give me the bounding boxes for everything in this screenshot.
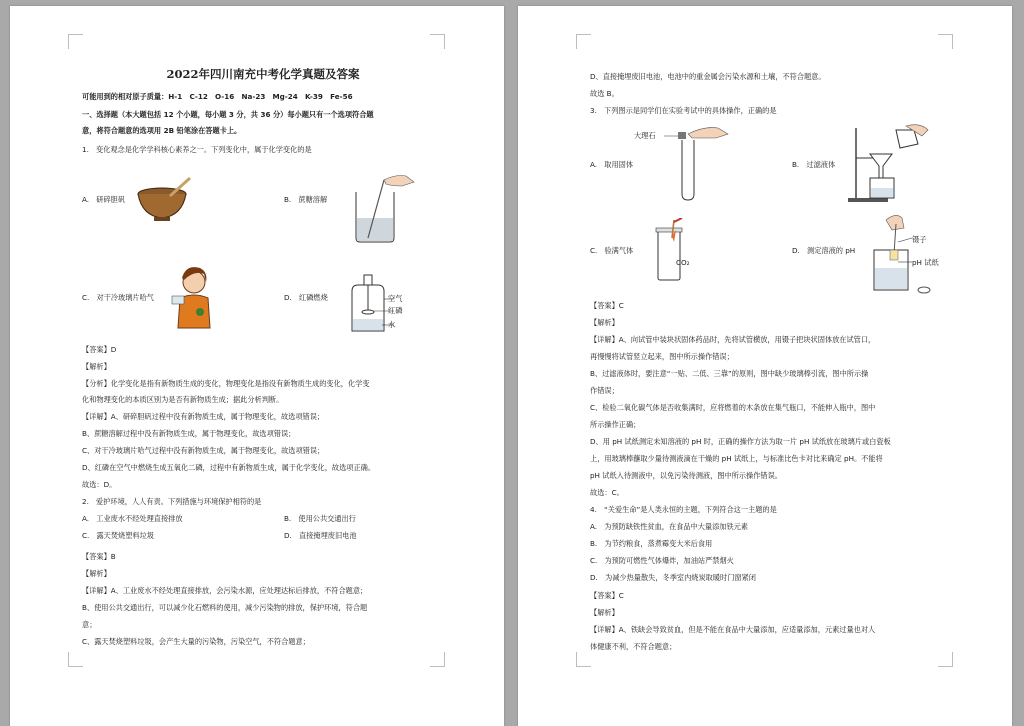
option-c: C. 为预防可燃性气体爆炸，加油站严禁烟火 bbox=[590, 556, 734, 565]
label-tweezers: 镊子 bbox=[912, 235, 927, 244]
girl-breathing-figure bbox=[170, 262, 216, 332]
label-co2: CO₂ bbox=[676, 258, 690, 267]
analysis-text: 【详解】A、向试管中装块状固体药品时，先将试管横放，用镊子把块状固体放在试管口， bbox=[590, 335, 876, 344]
analysis-text: 【分析】化学变化是指有新物质生成的变化，物理变化是指没有新物质生成的变化，化学变 bbox=[82, 379, 370, 388]
analysis-text: 故选：D。 bbox=[82, 480, 117, 489]
crop-mark bbox=[68, 34, 83, 49]
atomic-mass-note: 可能用到的相对原子质量：H-1 C-12 O-16 Na-23 Mg-24 K-39 Fe-56 bbox=[82, 92, 353, 101]
analysis-text: 上，用玻璃棒蘸取少量待测液滴在干燥的 pH 试纸上，与标准比色卡对比来确定 pH。不能将 bbox=[590, 454, 883, 463]
option-a: A. 为预防缺铁性贫血，在食品中大量添加铁元素 bbox=[590, 522, 749, 531]
crop-mark bbox=[430, 34, 445, 49]
analysis-text: D、用 pH 试纸测定未知溶液的 pH 时，正确的操作方法为取一片 pH 试纸放在玻璃片或白瓷板 bbox=[590, 437, 891, 446]
answer-label: 【答案】C bbox=[590, 301, 624, 310]
analysis-label: 【解析】 bbox=[82, 569, 111, 578]
option-c: C. 验满气体 bbox=[590, 246, 634, 255]
crop-mark bbox=[938, 34, 953, 49]
test-tube-solid-figure bbox=[664, 122, 734, 202]
analysis-text: 故选 B。 bbox=[590, 89, 619, 98]
option-c: C. 对干冷玻璃片哈气 bbox=[82, 293, 154, 302]
option-a: A. 研碎胆矾 bbox=[82, 195, 126, 204]
option-b: B. 为节约粮食，蒸煮霉变大米后食用 bbox=[590, 539, 713, 548]
analysis-text: 意； bbox=[82, 620, 97, 629]
filtration-figure bbox=[848, 122, 930, 204]
analysis-text: D、红磷在空气中燃烧生成五氧化二磷，过程中有新物质生成，属于化学变化，故选项正确。 bbox=[82, 463, 376, 472]
analysis-text: 所示操作正确； bbox=[590, 420, 641, 429]
mortar-pestle-figure bbox=[134, 174, 194, 224]
question-stem: 4. “关爱生命”是人类永恒的主题，下列符合这一主题的是 bbox=[590, 505, 777, 514]
answer-label: 【答案】D bbox=[82, 345, 117, 354]
analysis-text: 【详解】A、铁缺会导致贫血，但是不能在食品中大量添加，应适量添加，元素过量也对人 bbox=[590, 625, 876, 634]
option-b: B. 过滤液体 bbox=[792, 160, 836, 169]
red-phosphorus-bottle-figure bbox=[344, 271, 424, 337]
crop-mark bbox=[430, 652, 445, 667]
crop-mark bbox=[938, 652, 953, 667]
label-red-phosphorus: 红磷 bbox=[388, 306, 403, 315]
question-stem: 1. 变化观念是化学学科核心素养之一。下列变化中，属于化学变化的是 bbox=[82, 145, 312, 154]
analysis-label: 【解析】 bbox=[82, 362, 111, 371]
analysis-text: B、过滤液体时，要注意“一贴、二低、三靠”的原则，图中缺少玻璃棒引流，图中所示操 bbox=[590, 369, 869, 378]
document-title: 2022年四川南充中考化学真题及答案 bbox=[166, 67, 360, 81]
section-heading: 一、选择题（本大题包括 12 个小题，每小题 3 分，共 36 分）每小题只有一个选项符合题 bbox=[82, 110, 374, 119]
label-marble: 大理石 bbox=[634, 131, 656, 140]
label-ph-paper: pH 试纸 bbox=[912, 258, 939, 267]
beaker-stirring-figure bbox=[344, 166, 418, 246]
analysis-text: 化和物理变化的本质区别为是否有新物质生成；据此分析判断。 bbox=[82, 395, 284, 404]
gas-jar-test-figure bbox=[652, 218, 708, 284]
analysis-text: 【详解】A、工业废水不经处理直接排放，会污染水源，应处理达标后排放，不符合题意； bbox=[82, 586, 368, 595]
analysis-text: C、露天焚烧塑料垃圾，会产生大量的污染物，污染空气，不符合题意； bbox=[82, 637, 310, 646]
analysis-label: 【解析】 bbox=[590, 318, 619, 327]
question-stem: 3. 下列图示是同学们在实验考试中的具体操作，正确的是 bbox=[590, 106, 777, 115]
analysis-text: D、直接掩埋废旧电池，电池中的重金属会污染水源和土壤，不符合题意。 bbox=[590, 72, 826, 81]
option-b: B. 使用公共交通出行 bbox=[284, 514, 356, 523]
crop-mark bbox=[576, 34, 591, 49]
analysis-text: 【详解】A、研碎胆矾过程中没有新物质生成，属于物理变化，故选项错误； bbox=[82, 412, 325, 421]
analysis-text: C、检验二氧化碳气体是否收集满时，应将燃着的木条放在集气瓶口，不能伸入瓶中，图中 bbox=[590, 403, 876, 412]
crop-mark bbox=[68, 652, 83, 667]
analysis-text: B、蔗糖溶解过程中没有新物质生成，属于物理变化，故选项错误； bbox=[82, 429, 296, 438]
analysis-text: C、对干冷玻璃片哈气过程中没有新物质生成，属于物理变化，故选项错误； bbox=[82, 446, 325, 455]
option-a: A. 取用固体 bbox=[590, 160, 634, 169]
analysis-text: 故选：C。 bbox=[590, 488, 624, 497]
answer-label: 【答案】B bbox=[82, 552, 116, 561]
ph-paper-test-figure bbox=[872, 210, 942, 296]
analysis-text: B、使用公共交通出行，可以减少化石燃料的使用，减少污染物的排放，保护环境，符合题 bbox=[82, 603, 368, 612]
option-a: A. 工业废水不经处理直接排放 bbox=[82, 514, 183, 523]
label-air: 空气 bbox=[388, 294, 403, 303]
analysis-text: 再慢慢将试管竖立起来，图中所示操作错误； bbox=[590, 352, 734, 361]
option-d: D. 为减少热量散失，冬季室内烧炭取暖时门窗紧闭 bbox=[590, 573, 756, 582]
answer-label: 【答案】C bbox=[590, 591, 624, 600]
option-d: D. 测定溶液的 pH bbox=[792, 246, 856, 255]
analysis-label: 【解析】 bbox=[590, 608, 619, 617]
option-d: D. 直接掩埋废旧电池 bbox=[284, 531, 357, 540]
analysis-text: pH 试纸入待测液中，以免污染待测液，图中所示操作错误。 bbox=[590, 471, 782, 480]
question-stem: 2. 爱护环境，人人有责。下列措施与环境保护相符的是 bbox=[82, 497, 262, 506]
section-heading: 意，将符合题意的选项用 2B 铅笔涂在答题卡上。 bbox=[82, 126, 242, 135]
label-water: 水 bbox=[388, 320, 396, 329]
option-b: B. 蔗糖溶解 bbox=[284, 195, 328, 204]
analysis-text: 作错误； bbox=[590, 386, 619, 395]
analysis-text: 体健康不利，不符合题意； bbox=[590, 642, 677, 651]
crop-mark bbox=[576, 652, 591, 667]
document-page-right bbox=[518, 6, 1012, 726]
document-page-left bbox=[10, 6, 504, 726]
option-c: C. 露天焚烧塑料垃圾 bbox=[82, 531, 154, 540]
option-d: D. 红磷燃烧 bbox=[284, 293, 328, 302]
